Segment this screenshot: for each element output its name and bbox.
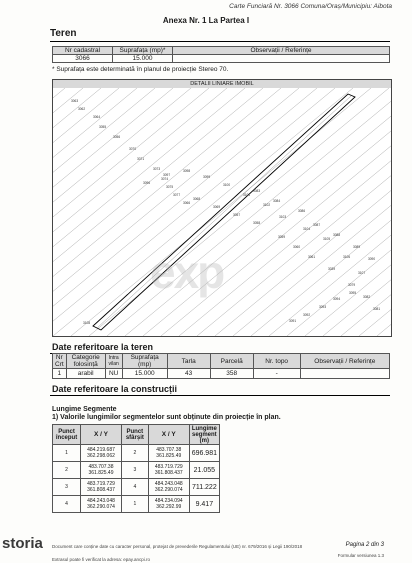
parcel-label: 3063 bbox=[71, 99, 79, 103]
cell-length: 9.417 bbox=[189, 496, 219, 513]
parcel-label: 3084 bbox=[273, 199, 281, 203]
teren-heading: Teren bbox=[50, 28, 77, 39]
col-nr-cadastral: Nr cadastral bbox=[53, 47, 113, 55]
parcel-label: 3086 bbox=[298, 209, 306, 213]
cell-start: 2 bbox=[53, 462, 81, 479]
col-lungime: Lungime segment (m) bbox=[189, 425, 219, 445]
cell-xy1: 483.719.729 361.808.437 bbox=[81, 479, 122, 496]
parcel-label: 3093 bbox=[319, 305, 327, 309]
cell-nr-cadastral: 3066 bbox=[53, 55, 113, 63]
cell-observatii bbox=[300, 369, 389, 379]
parcel-label: 3074 bbox=[161, 177, 169, 181]
parcel-label: 3070 bbox=[129, 147, 137, 151]
parcel-label: 3103 bbox=[279, 215, 287, 219]
cell-length: 711.222 bbox=[189, 479, 219, 496]
parcel-label: 3098 bbox=[183, 169, 191, 173]
cell-xy2: 484.243.048 362.290.074 bbox=[148, 479, 189, 496]
parcel-label: 3066 bbox=[183, 201, 191, 205]
parcel-label: 3039 bbox=[328, 267, 336, 271]
parcel-label: 3100 bbox=[223, 183, 231, 187]
col-punct-inceput: Punct început bbox=[53, 425, 81, 445]
parcel-label: 3061 bbox=[308, 255, 316, 259]
parcel-label: 3071 bbox=[137, 157, 145, 161]
cell-start: 3 bbox=[53, 479, 81, 496]
cell-end: 4 bbox=[121, 479, 148, 496]
parcel-label: 3106 bbox=[343, 255, 351, 259]
col-suprafata: Suprafața (mp)* bbox=[113, 47, 173, 55]
ref-teren-heading: Date referitoare la teren bbox=[52, 342, 154, 352]
cell-suprafata: 15.000 bbox=[122, 369, 167, 379]
col-suprafata: Suprafața (mp) bbox=[122, 354, 167, 369]
parcel-label: 3094 bbox=[333, 297, 341, 301]
cell-nr-crt: 1 bbox=[53, 369, 67, 379]
parcel-label: 3073 bbox=[153, 167, 161, 171]
table-row bbox=[53, 445, 220, 462]
cell-xy1: 484.243.048 362.290.074 bbox=[81, 496, 122, 513]
col-tarla: Tarla bbox=[167, 354, 210, 369]
col-intravilan: Intra vilan bbox=[105, 354, 122, 369]
form-version: Formular versiunea 1.3 bbox=[337, 553, 384, 558]
parcel-label: 3092 bbox=[303, 313, 311, 317]
parcel-label: 3088 bbox=[333, 233, 341, 237]
parcel-label: 3087 bbox=[313, 223, 321, 227]
parcel-label: 3099 bbox=[203, 175, 211, 179]
parcel-label: 3077 bbox=[173, 193, 181, 197]
cell-observatii bbox=[173, 55, 390, 63]
divider bbox=[50, 41, 390, 42]
parcel-label: 3075 bbox=[166, 185, 174, 189]
col-nr-topo: Nr. topo bbox=[253, 354, 300, 369]
parcel-label: 3105 bbox=[323, 237, 331, 241]
map-title: DETALII LINIARE IMOBIL bbox=[53, 80, 391, 88]
cell-xy2: 483.719.729 361.808.437 bbox=[148, 462, 189, 479]
parcel-label: 3102 bbox=[263, 203, 271, 207]
cell-xy2: 483.707.38 361.825.49 bbox=[148, 445, 189, 462]
parcel-label: 3090 bbox=[368, 257, 376, 261]
parcel-label: 3091 bbox=[289, 319, 297, 323]
col-observatii: Observații / Referințe bbox=[173, 47, 390, 55]
col-xy2: X / Y bbox=[148, 425, 189, 445]
table-row bbox=[53, 496, 220, 513]
parcel-label: 3068 bbox=[193, 197, 201, 201]
cf-header: Carte Funciară Nr. 3066 Comuna/Oraș/Municipiu: Aibota bbox=[229, 3, 392, 10]
cell-categorie: arabil bbox=[66, 369, 105, 379]
cell-length: 696.981 bbox=[189, 445, 219, 462]
cell-tarla: 43 bbox=[167, 369, 210, 379]
cell-length: 21.055 bbox=[189, 462, 219, 479]
parcel-label: 3101 bbox=[243, 193, 251, 197]
cell-end: 1 bbox=[121, 496, 148, 513]
brand-logo: storia bbox=[2, 535, 43, 552]
parcel-label: 3079 bbox=[348, 283, 356, 287]
parcel-label: 3083 bbox=[253, 189, 261, 193]
col-xy1: X / Y bbox=[81, 425, 122, 445]
parcel-label: 3095 bbox=[349, 291, 357, 295]
segments-table bbox=[52, 424, 220, 513]
ref-constructii-heading: Date referitoare la construcții bbox=[52, 384, 178, 394]
cell-xy2: 484.234.094 362.292.99 bbox=[148, 496, 189, 513]
segments-subtitle: 1) Valorile lungimilor segmentelor sunt obținute din proiecție în plan. bbox=[52, 414, 281, 421]
table-row bbox=[53, 479, 220, 496]
parcel-label: 3069 bbox=[213, 205, 221, 209]
parcel-label: 3058 bbox=[253, 221, 261, 225]
parcel-label: 3096 bbox=[143, 181, 151, 185]
segments-title: Lungime Segmente bbox=[52, 406, 117, 413]
cell-xy1: 483.707.38 361.825.49 bbox=[81, 462, 122, 479]
annex-title: Anexa Nr. 1 La Partea I bbox=[162, 16, 250, 25]
cell-end: 2 bbox=[121, 445, 148, 462]
parcel-label: 3064 bbox=[93, 115, 101, 119]
parcel-label: 3059 bbox=[278, 235, 286, 239]
ref-teren-table bbox=[52, 353, 390, 379]
parcel-label: 3081 bbox=[373, 307, 381, 311]
cell-intravilan: NU bbox=[105, 369, 122, 379]
parcel-label: 3082 bbox=[363, 295, 371, 299]
parcel-label: 3097 bbox=[163, 173, 171, 177]
parcel-label: 3089 bbox=[353, 245, 361, 249]
parcel-label: 3104 bbox=[303, 227, 311, 231]
footer-legal: Document care conține date cu caracter personal, protejat de prevederile Regulamentului (UE) nr. 679/2016 și Legii 190/2018 bbox=[52, 544, 303, 549]
table-row bbox=[53, 462, 220, 479]
parcel-label: 3108 bbox=[83, 321, 91, 325]
col-nr-crt: Nr Crt bbox=[53, 354, 67, 369]
cell-start: 4 bbox=[53, 496, 81, 513]
watermark: exp bbox=[150, 246, 224, 298]
col-punct-sfarsit: Punct sfârșit bbox=[121, 425, 148, 445]
footer-verify: Extrasul poate fi verificat la adresa: epay.ancpi.ro bbox=[52, 557, 150, 562]
projection-note: * Suprafața este determinată în planul de proiecție Stereo 70. bbox=[52, 66, 229, 73]
teren-table bbox=[52, 46, 390, 63]
parcel-label: 3060 bbox=[293, 245, 301, 249]
cell-xy1: 484.219.687 362.298.062 bbox=[81, 445, 122, 462]
parcel-label: 3055 bbox=[99, 125, 107, 129]
parcel-label: 3056 bbox=[113, 135, 121, 139]
cell-start: 1 bbox=[53, 445, 81, 462]
cell-end: 3 bbox=[121, 462, 148, 479]
parcel-label: 3057 bbox=[233, 213, 241, 217]
parcel-label: 3062 bbox=[78, 107, 86, 111]
col-parcela: Parcelă bbox=[210, 354, 253, 369]
col-observatii: Observații / Referințe bbox=[300, 354, 389, 369]
divider bbox=[50, 395, 390, 396]
parcel-label: 3107 bbox=[358, 271, 366, 275]
cell-nr-topo: - bbox=[253, 369, 300, 379]
cell-parcela: 358 bbox=[210, 369, 253, 379]
col-categorie: Categorie folosință bbox=[66, 354, 105, 369]
cell-suprafata: 15.000 bbox=[113, 55, 173, 63]
page-number: Pagina 2 din 3 bbox=[345, 542, 384, 548]
